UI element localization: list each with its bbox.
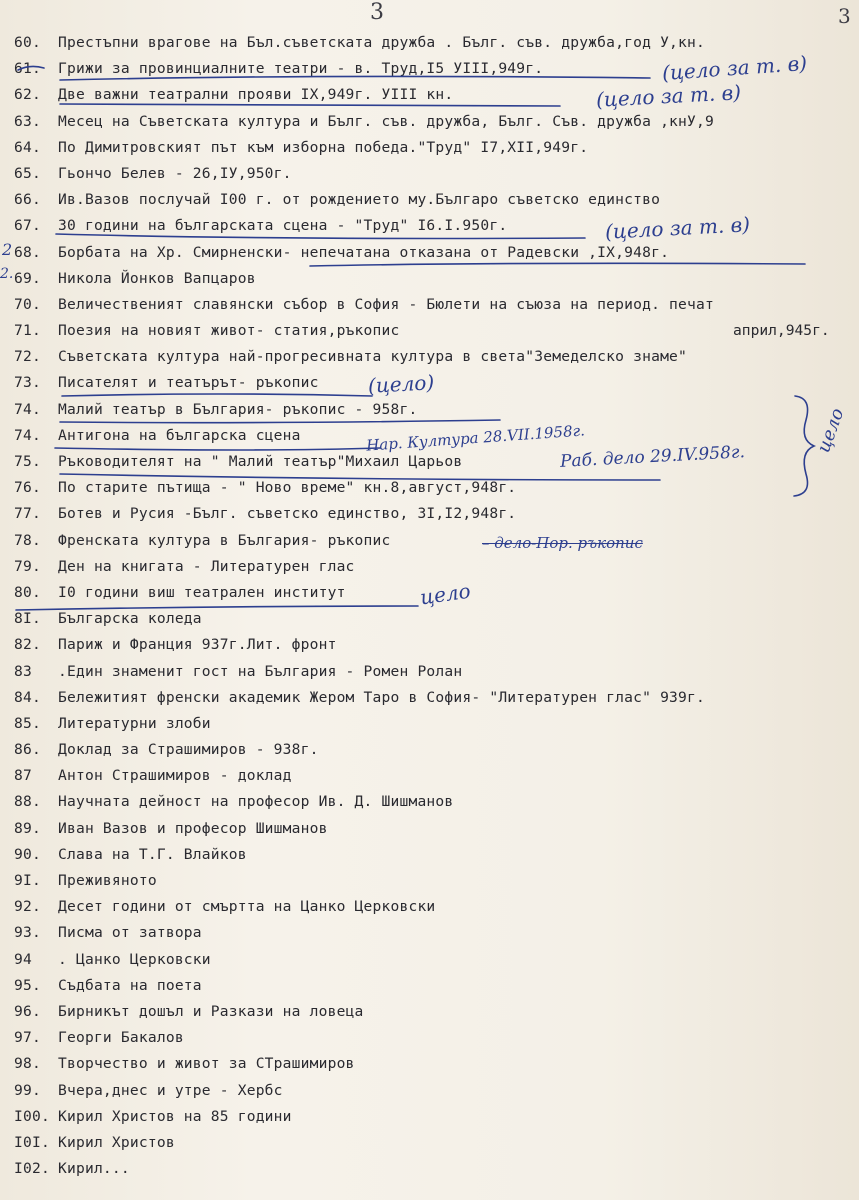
entry-text: Грижи за провинциалните театри - в. Труд,I5 УIII,949г. — [58, 60, 544, 78]
entry-text: Преживяното — [58, 872, 157, 889]
entry-line — [14, 554, 859, 580]
entry-number: 96. — [14, 1002, 41, 1020]
entry-text: Съветската култура най-прогресивната култура в света"Земеделско знаме" — [58, 348, 688, 366]
handwritten-note-62: (цело за т. в) — [595, 80, 742, 112]
entry-number: 67. — [14, 217, 41, 235]
entry-text: Величественият славянски събор в София - Бюлети на съюза на период. печат — [58, 295, 714, 313]
entry-number: 63. — [14, 112, 41, 130]
entry-number: 80. — [14, 583, 41, 601]
entry-text: Научната дейност на професор Ив. Д. Шишманов — [58, 793, 454, 811]
entry-line — [14, 528, 859, 554]
entry-line — [14, 816, 859, 842]
entry-number: 79. — [14, 557, 41, 575]
entry-line — [14, 842, 859, 868]
entry-line — [14, 606, 859, 632]
entry-line — [14, 501, 859, 527]
entry-text: Антон Страшимиров - доклад — [58, 767, 292, 785]
entry-line — [14, 266, 859, 292]
entry-line — [14, 1104, 859, 1130]
entry-line — [14, 1051, 859, 1077]
entry-line — [14, 868, 859, 894]
entry-line — [14, 711, 859, 737]
entry-number: 84. — [14, 688, 41, 706]
entry-number: 75. — [14, 453, 41, 470]
handwritten-note-80: цело — [418, 578, 473, 610]
entry-number: 90. — [14, 845, 41, 863]
entry-number: 68. — [14, 243, 41, 261]
handwritten-note-67: (цело за т. в) — [604, 212, 751, 244]
entry-number: 95. — [14, 976, 41, 994]
entry-number: 74. — [14, 400, 41, 418]
entry-line — [14, 397, 859, 423]
handwritten-note-74b: Нар. Култура 28.VII.1958г. — [365, 421, 586, 455]
entry-line — [14, 292, 859, 318]
entry-number: 87 — [14, 767, 32, 785]
entry-text: Писателят и театърът- ръкопис — [58, 374, 319, 392]
entry-line — [14, 763, 859, 789]
entry-line — [14, 1156, 859, 1182]
entry-number: 77. — [14, 505, 41, 523]
entry-number: 89. — [14, 819, 41, 837]
entry-line — [14, 659, 859, 685]
entry-text: Бирникът дошъл и Разкази на ловеца — [58, 1002, 364, 1020]
handwritten-note-75: Раб. дело 29.IV.958г. — [559, 442, 746, 472]
entry-text: Гьончо Белев - 26,IУ,950г. — [58, 164, 292, 182]
handwritten-note-brace: цело — [813, 405, 849, 456]
entry-text: I0 години виш театрален институт — [58, 583, 346, 601]
entry-line — [14, 920, 859, 946]
entry-text: Писма от затвора — [58, 924, 202, 942]
entry-text: Престъпни врагове на Бъл.съветската дружба . Бълг. съв. дружба,год У,кн. — [58, 34, 706, 51]
entry-text: Ботев и Русия -Бълг. съветско единство, 3I,I2,948г. — [58, 505, 517, 523]
entry-line — [14, 344, 859, 370]
entry-line — [14, 1025, 859, 1051]
entry-text: По старите пътища - " Ново време" кн.8,август,948г. — [58, 479, 517, 497]
entry-text: Борбата на Хр. Смирненски- непечатана отказана от Радевски ,IX,948г. — [58, 243, 670, 261]
entry-number: I02. — [14, 1160, 50, 1178]
handwritten-note-61: (цело за т. в) — [661, 50, 808, 86]
entry-line — [14, 475, 859, 501]
entry-number: 86. — [14, 741, 41, 759]
entry-text: Никола Йонков Вапцаров — [58, 269, 256, 287]
entry-number: 62. — [14, 86, 41, 104]
entry-line — [14, 1130, 859, 1156]
entry-line — [14, 737, 859, 763]
entry-text: Иван Вазов и професор Шишманов — [58, 819, 328, 837]
entry-text: Ръководителят на " Малий театър"Михаил Царьов — [58, 453, 463, 470]
entry-number: 71. — [14, 322, 41, 340]
entry-text: .Един знаменит гост на България - Ромен Ролан — [58, 662, 463, 680]
entry-text: Кирил... — [58, 1160, 130, 1178]
entry-number: 70. — [14, 295, 41, 313]
entry-number: 65. — [14, 164, 41, 182]
entry-text: Ив.Вазов послучай I00 г. от рождението му.Българо съветско единство — [58, 191, 661, 209]
entry-number: 85. — [14, 714, 41, 732]
handwritten-note-73: (цело) — [367, 370, 435, 398]
entry-number: 66. — [14, 191, 41, 209]
entry-number: 92. — [14, 898, 41, 916]
entry-line — [14, 30, 859, 56]
entry-number: 9I. — [14, 872, 41, 889]
entry-text: Творчество и живот за СТрашимиров — [58, 1055, 355, 1073]
entry-text: Месец на Съветската култура и Бълг. съв. дружба, Бълг. Съв. дружба ,кнУ,9 — [58, 112, 714, 130]
entry-text: 30 години на българската сцена - "Труд" I6.I.950г. — [58, 217, 508, 235]
entry-number: 72. — [14, 348, 41, 366]
entry-text: Ден на книгата - Литературен глас — [58, 557, 355, 575]
entry-line — [14, 240, 859, 266]
entry-text: Българска коледа — [58, 610, 202, 628]
entry-number: 64. — [14, 138, 41, 156]
entry-number: 76. — [14, 479, 41, 497]
entry-line — [14, 973, 859, 999]
entry-number: 8I. — [14, 610, 41, 628]
entry-number: 88. — [14, 793, 41, 811]
entry-number: 69. — [14, 269, 41, 287]
entry-number: 93. — [14, 924, 41, 942]
entry-number: I0I. — [14, 1133, 50, 1151]
handwritten-note-78: – дело-Пор. ръкопис — [482, 534, 643, 552]
entry-text: Доклад за Страшимиров - 938г. — [58, 741, 319, 759]
entry-line — [14, 161, 859, 187]
entry-line — [14, 789, 859, 815]
entry-text: Две важни театрални прояви IX,949г. УIII кн. — [58, 86, 454, 104]
entry-text: Вчера,днес и утре - Хербс — [58, 1081, 283, 1099]
entry-text: Литературни злоби — [58, 714, 211, 732]
entry-line — [14, 1078, 859, 1104]
entry-text: Десет години от смъртта на Цанко Церковски — [58, 898, 436, 916]
entry-text: По Димитровският път към изборна победа."Труд" I7,XII,949г. — [58, 138, 589, 156]
entry-number: 97. — [14, 1029, 41, 1047]
entry-number: 98. — [14, 1055, 41, 1073]
handwritten-margin-69: 2. — [0, 266, 14, 282]
entry-line — [14, 999, 859, 1025]
entry-text: . Цанко Церковски — [58, 950, 211, 968]
entry-text: Париж и Франция 937г.Лит. фронт — [58, 636, 337, 654]
entry-text: Малий театър в България- ръкопис - 958г. — [58, 400, 418, 418]
entry-text: Съдбата на поета — [58, 976, 202, 994]
entry-number: 82. — [14, 636, 41, 654]
entry-number: 99. — [14, 1081, 41, 1099]
entry-number: 78. — [14, 531, 41, 549]
entry-text: Антигона на българска сцена — [58, 426, 301, 444]
entry-line — [14, 109, 859, 135]
entry-text: Поезия на новият живот- статия,ръкопис — [58, 322, 400, 340]
entry-number: I00. — [14, 1107, 50, 1125]
entry-line — [14, 135, 859, 161]
page-number: 3 — [370, 0, 384, 25]
entry-line — [14, 187, 859, 213]
entry-text: Кирил Христов на 85 години — [58, 1107, 292, 1125]
entry-line — [14, 685, 859, 711]
entry-number: 60. — [14, 34, 41, 51]
entry-text: Френската култура в България- ръкопис — [58, 531, 391, 549]
entry-line — [14, 370, 859, 396]
entry-number: 61. — [14, 60, 41, 78]
entry-line — [14, 947, 859, 973]
entry-number: 94 — [14, 950, 32, 968]
handwritten-margin-68: 2 — [2, 240, 13, 259]
entry-70-continuation: април,945г. — [733, 322, 830, 339]
entry-number: 74. — [14, 426, 41, 444]
entry-number: 83 — [14, 662, 32, 680]
entry-number: 73. — [14, 374, 41, 392]
entry-line — [14, 632, 859, 658]
page-number-corner: 3 — [838, 4, 851, 28]
entry-text: Георги Бакалов — [58, 1029, 184, 1047]
entry-text: Слава на Т.Г. Влайков — [58, 845, 247, 863]
entry-line — [14, 894, 859, 920]
entry-text: Кирил Христов — [58, 1133, 175, 1151]
entry-text: Бележитият френски академик Жером Таро в София- "Литературен глас" 939г. — [58, 688, 706, 706]
